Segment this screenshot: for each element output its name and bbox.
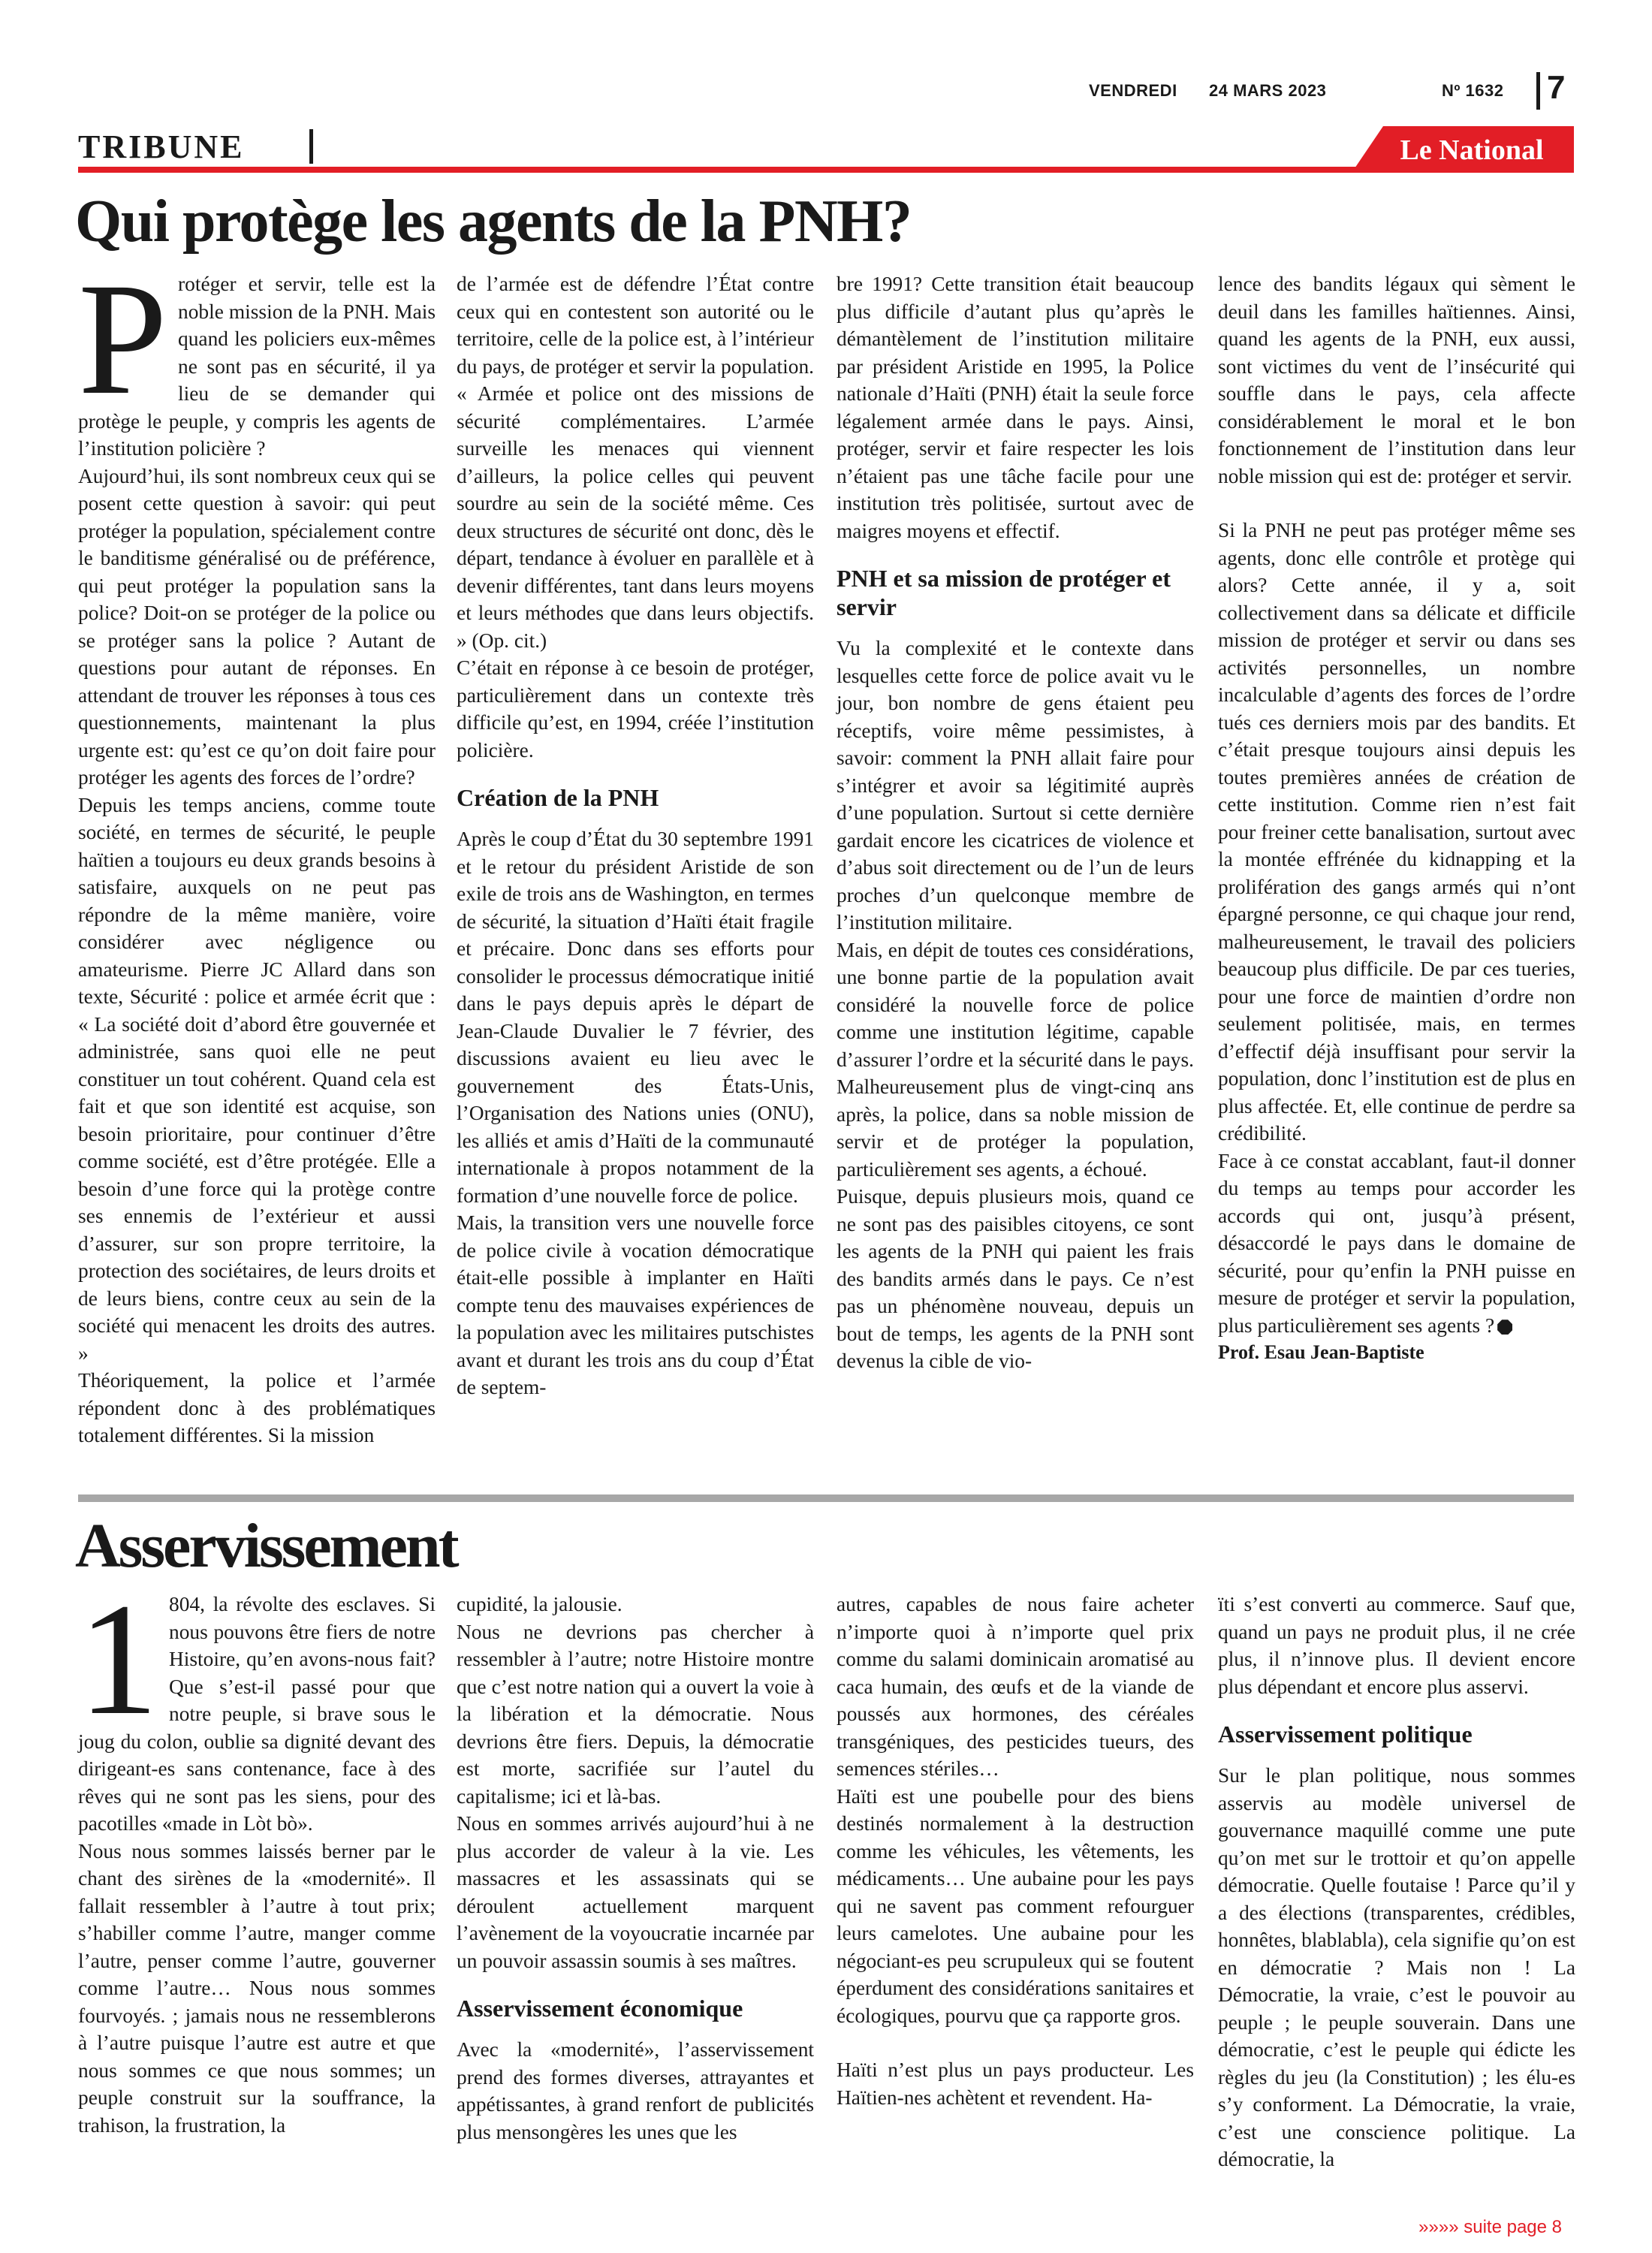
paragraph: Aujourd’hui, ils sont nombreux ceux qui se posent cette question à savoir: qui peut protéger la population, spécialement contre le banditisme généralisé ou de préférence, qui peut protéger la population sans la police? Doit-on se protéger de la police ou se protéger sans la police ? Autant de questions pour autant de réponses. En attendant de trouver les réponses à tous ces questionnements, maintenant la plus urgente est: qu’est ce qu’on doit faire pour protéger les agents des forces de l’ordre? — [78, 464, 436, 789]
page-number: 7 — [1547, 69, 1566, 106]
paragraph: Vu la complexité et le contexte dans lesquelles cette force de police avait vu le jour, bon nombre de gens étaient peu réceptifs, voire même pessimistes, à savoir: comment la PNH allait faire pour s’intégrer et avoir sa légitimité auprès d’une population. Surtout si cette dernière gardait encore les cicatrices de violence et d’abus soit directement ou de l’un de leurs proches d’un quelconque membre de l’institution militaire. — [837, 637, 1194, 933]
paragraph-text: rotéger et servir, telle est la noble mission de la PNH. Mais quand les policiers eux-mêmes ne sont pas en sécurité, il ya lieu de se demander qui protège le peuple, y compris les agents de l’institution policière ? — [78, 273, 436, 460]
paragraph: Sur le plan politique, nous sommes asservis au modèle universel de gouvernance maquillé comme une pute qu’on met sur le trottoir et qu’on appelle démocratie. Quelle foutaise ! Parce qu’il y a des élections (transparentes, crédibles, honnêtes, blablabla), cela signifie qu’on est en démocratie ? Mais non ! La Démocratie, la vraie, c’est le pouvoir au peuple ; le peuple souverain. Dans une démocratie, c’est le peuple qui édicte les règles du jeu (la Constitution) ; les élu-es s’y conforment. La Démocratie, la vraie, c’est une conscience politique. La démocratie, la — [1218, 1764, 1575, 2170]
section-label: TRIBUNE — [78, 128, 245, 165]
paragraph: Nous nous sommes laissés berner par le chant des sirènes de la «modernité». Il fallait ressembler à l’autre à tout prix; s’habiller comme l’autre, manger comme l’autre, penser comme l’autre, gouverner comme l’autre… Nous nous sommes fourvoyés. ; jamais nous ne ressemblerons à l’autre puisque l’autre est autre et que nous sommes ce que nous sommes; un peuple construit sur la souffrance, la trahison, la frustration, la — [78, 1839, 436, 2137]
newspaper-name: Le National — [1400, 134, 1544, 166]
article2-column-4 — [1218, 1591, 1575, 2173]
paragraph: ïti s’est converti au commerce. Sauf que, quand un pays ne produit plus, il ne crée plus, il n’innove plus. Il devient encore plus dépendant et encore plus asservi. — [1218, 1593, 1575, 1698]
article2-column-3 — [837, 1591, 1194, 2111]
issue-number: Nº 1632 — [1442, 81, 1504, 100]
issue-day: VENDREDI — [1089, 81, 1177, 100]
paragraph: Mais, en dépit de toutes ces considérations, une bonne partie de la population avait considéré la nouvelle force de police comme une institution légitime, capable d’assurer l’ordre et la sécurité dans le pays. Malheureusement plus de vingt-cinq ans après, la police, dans sa noble mission de servir et de protéger la population, particulièrement ses agents, a échoué. — [837, 938, 1194, 1181]
article1-column-3 — [837, 270, 1194, 1375]
paragraph — [78, 250, 436, 463]
paragraph-gap — [1218, 490, 1575, 517]
article1-column-2 — [457, 270, 814, 1401]
subheading: Asservissement politique — [1218, 1721, 1473, 1748]
drop-cap: 1 — [78, 1570, 158, 1748]
paragraph-text: 804, la révolte des esclaves. Si nous pouvons être fiers de notre Histoire, qu’en avons-nous fait? Que s’est-il passé pour que notre peuple, si brave sous le joug du colon, oublie sa dignité devant des dirigeant-es sans contenance, face à des rêves qui ne sont pas les siens, pour des pacotilles «made in Lòt bò». — [78, 1593, 436, 1835]
page-number-divider — [1536, 72, 1540, 110]
paragraph: cupidité, la jalousie. — [457, 1593, 623, 1615]
paragraph: Si la PNH ne peut pas protéger même ses agents, donc elle contrôle et protège qui alors? Cette année, il y a, soit collectivement dans sa délicate et difficile mission de protéger et servir ou dans ses activités personnelles, un nombre incalculable d’agents des forces de l’ordre tués ces derniers mois par des bandits. Et c’était presque toujours ainsi depuis les toutes premières années de création de cette institution. Comme rien n’est fait pour freiner cette banalisation, surtout avec la montée effrénée du kidnapping et la prolifération des gangs armés qui n’ont épargné personne, ce qui chaque jour rend, malheureusement, le travail des policiers beaucoup plus difficile. De par ces tueries, pour une force de maintien d’ordre non seulement politisée, mais, en termes d’effectif déjà insuffisant pour servir la population, donc l’institution est de plus en plus affectée. Et, elle continue de perdre sa crédibilité. — [1218, 519, 1575, 1145]
paragraph: de l’armée est de défendre l’État contre ceux qui en contestent son autorité ou le territoire, celle de la police est, à l’intérieur du pays, de protéger et servir la population. « Armée et police ont des missions de sécurité complémentaires. L’armée surveille les menaces qui viennent d’ailleurs, la police celles qui peuvent sourdre au sein de la société même. Ces deux structures de sécurité ont donc, dès le départ, tendance à évoluer en parallèle et à devenir différentes, tant dans leurs moyens et leurs méthodes que dans leurs objectifs. » (Op. cit.) — [457, 273, 814, 652]
paragraph — [78, 1570, 436, 1838]
paragraph: Avec la «modernité», l’asservissement prend des formes diverses, attrayantes et appétissantes, à grand renfort de publicités plus mensongères les unes que les — [457, 2038, 814, 2143]
paragraph: Puisque, depuis plusieurs mois, quand ce ne sont pas des paisibles citoyens, ce sont les agents de la PNH qui paient les frais des bandits armés dans le pays. Ce n’est pas un phénomène nouveau, depuis un bout de temps, les agents de la PNH sont devenus la cible de vio- — [837, 1185, 1194, 1372]
drop-cap: P — [78, 250, 168, 428]
section-divider — [309, 129, 313, 164]
header-red-rule — [78, 167, 1574, 173]
paragraph — [1218, 1148, 1575, 1340]
paragraph: Haïti est une poubelle pour des biens destinés normalement à la destruction comme les véhicules, les vêtements, les médicaments… Une aubaine pour les pays qui ne savent pas comment refourguer leurs camelotes. Une aubaine pour les négociant-es peu scrupuleux qui se foutent éperdument des considérations sanitaires et écologiques, pourvu que ça rapporte gros. — [837, 1784, 1194, 2027]
subheading: Création de la PNH — [457, 784, 659, 811]
paragraph: Mais, la transition vers une nouvelle force de police civile à vocation démocratique était-elle possible à implanter en Haïti compte tenu des mauvaises expériences de la population avec les militaires putschistes avant et durant les trois ans du coup d’État de septem- — [457, 1211, 814, 1398]
paragraph: bre 1991? Cette transition était beaucoup plus difficile d’autant plus qu’après le démantèlement de l’institution militaire par président Aristide en 1995, la Police nationale d’Haïti (PNH) était la seule force légalement armée dans le pays. Ainsi, protéger, servir et faire respecter les lois n’étaient pas une tâche facile pour une institution très politisée, surtout avec de maigres moyens et effectif. — [837, 273, 1194, 542]
article2-column-1 — [78, 1570, 436, 2139]
article-title: Asservissement — [75, 1511, 457, 1581]
article2-column-2 — [457, 1591, 814, 2146]
article1-column-1 — [78, 250, 436, 1449]
article-title: Qui protège les agents de la PNH? — [75, 189, 912, 255]
article1-column-4 — [1218, 270, 1575, 1367]
paragraph: Après le coup d’État du 30 septembre 1991 et le retour du président Aristide de son exile de trois ans de Washington, en termes de sécurité, la situation d’Haïti était fragile et précaire. Donc dans ses efforts pour consolider le processus démocratique initié dans le pays depuis après le départ de Jean-Claude Duvalier le 7 février, des discussions avaient eu lieu avec le gouvernement des États-Unis, l’Organisation des Nations unies (ONU), les alliés et amis d’Haïti de la communauté internationale à propos notamment de la formation d’une nouvelle force de police. — [457, 828, 814, 1207]
issue-date: 24 MARS 2023 — [1209, 81, 1327, 100]
paragraph: Nous en sommes arrivés aujourd’hui à ne plus accorder de valeur à la vie. Les massacres et les assassinats qui se déroulent actuellement marquent l’avènement de la voyoucratie incarnée par un pouvoir assassin soumis à ses maîtres. — [457, 1812, 814, 1972]
paragraph: autres, capables de nous faire acheter n’importe quoi à n’importe quel prix comme du salami dominicain aromatisé au caca humain, des œufs et de la viande de poussés aux hormones, des céréales transgéniques, des pesticides tueurs, des semences stériles… — [837, 1593, 1194, 1780]
continued-on-page-link[interactable]: »»»» suite page 8 — [1418, 2217, 1562, 2237]
end-mark-icon — [1497, 1320, 1512, 1335]
author-signature: Prof. Esau Jean-Baptiste — [1218, 1341, 1424, 1363]
article-separator — [78, 1494, 1574, 1502]
paragraph: Nous ne devrions pas chercher à ressembler à l’autre; notre Histoire montre que c’est notre nation qui a ouvert la voie à la libération et la démocratie. Nous devrions être fiers. Depuis, la démocratie est morte, sacrifiée sur l’autel du capitalisme; ici et là-bas. — [457, 1620, 814, 1808]
paragraph: Haïti n’est plus un pays producteur. Les Haïtien-nes achètent et revendent. Ha- — [837, 2058, 1194, 2109]
paragraph: C’était en réponse à ce besoin de protéger, particulièrement dans un contexte très difficile qu’est, en 1994, créée l’institution policière. — [457, 656, 814, 762]
paragraph-text: Face à ce constat accablant, faut-il donner du temps au temps pour accorder les accords qui ont, jusqu’à présent, désaccordé le pays dans le domaine de sécurité, pour qu’enfin la PNH puisse en mesure de protéger et servir la population, plus particulièrement ses agents ? — [1218, 1149, 1575, 1337]
paragraph: Théoriquement, la police et l’armée répondent donc à des problématiques totalement différentes. Si la mission — [78, 1369, 436, 1446]
paragraph: Depuis les temps anciens, comme toute société, en termes de sécurité, le peuple haïtien a toujours eu deux grands besoins à satisfaire, auxquels on ne peut pas répondre de la même manière, voire considérer avec négligence ou amateurisme. Pierre JC Allard dans son texte, Sécurité : police et armée écrit que : « La société doit d’abord être gouvernée et administrée, sans quoi elle ne peut constituer un tout cohérent. Quand cela est fait et que son identité est acquise, son besoin prioritaire, pour continuer d’être comme société, est d’être protégée. Elle a besoin d’une force qui la protège contre ses ennemis de l’extérieur et aussi d’assurer, sur son propre territoire, la protection des sociétaires, de leurs droits et de leurs biens, contre ceux au sein de la société qui menacent les droits des autres. » — [78, 793, 436, 1365]
subheading: PNH et sa mission de protéger et servir — [837, 565, 1171, 620]
paragraph-gap — [837, 2029, 1194, 2056]
paragraph: lence des bandits légaux qui sèment le deuil dans les familles haïtiennes. Ainsi, quand les agents de la PNH, eux aussi, sont victimes du vent de l’insécurité qui souffle dans le pays, cela affecte considérablement le moral et le bon fonctionnement de l’institution dans leur noble mission qui est de: protéger et servir. — [1218, 273, 1575, 487]
subheading: Asservissement économique — [457, 1995, 743, 2022]
